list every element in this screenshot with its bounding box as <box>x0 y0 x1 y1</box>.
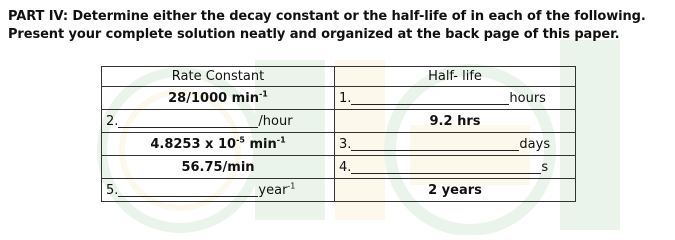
item-number: 5. <box>106 183 119 198</box>
exponent: -1 <box>258 89 268 99</box>
instructions <box>8 8 668 44</box>
half-life-value: 2 years <box>428 182 482 198</box>
rate-cell <box>102 156 335 179</box>
item-number: 2. <box>106 114 119 129</box>
half-life-cell <box>335 87 576 110</box>
item-number: 3. <box>339 137 352 152</box>
half-life-cell <box>335 179 576 202</box>
instruction-line-2: Present your complete solution neatly and organized at the back page of this paper. <box>8 27 620 42</box>
rate-value: 4.8253 x 10 <box>150 136 237 152</box>
table-row <box>102 110 576 133</box>
answer-blank[interactable] <box>351 104 509 105</box>
rate-cell <box>102 87 335 110</box>
rate-unit: min <box>244 136 277 152</box>
rate-cell <box>102 179 335 202</box>
item-number: 1. <box>339 91 352 106</box>
half-life-cell <box>335 110 576 133</box>
half-life-cell <box>335 156 576 179</box>
table-header-row <box>102 67 576 87</box>
unit-label: s <box>541 160 549 175</box>
rate-cell <box>102 110 335 133</box>
table-row <box>102 87 576 110</box>
answer-blank[interactable] <box>351 173 541 174</box>
table-row <box>102 179 576 202</box>
table-row <box>102 156 576 179</box>
answer-blank[interactable] <box>118 196 258 197</box>
exponent: -5 <box>236 135 245 145</box>
rate-cell <box>102 133 335 156</box>
exponent: -1 <box>276 135 286 145</box>
answer-blank[interactable] <box>351 150 519 151</box>
unit-label: year$^{-1}$ <box>258 181 296 198</box>
header-half-life: Half- life <box>335 67 576 87</box>
header-rate-constant: Rate Constant <box>102 67 335 87</box>
table-row <box>102 133 576 156</box>
item-number: 4. <box>339 160 352 175</box>
unit-label: hours <box>509 91 546 106</box>
answer-blank[interactable] <box>118 127 258 128</box>
unit-label: days <box>519 137 551 152</box>
rate-constant-half-life-table <box>101 66 576 202</box>
exponent: -1 <box>287 181 296 191</box>
instruction-line-1: PART IV: Determine either the decay constant or the half-life of in each of the following. <box>8 9 646 24</box>
rate-value: 56.75/min <box>181 159 255 175</box>
rate-value: 28/1000 min <box>168 90 259 106</box>
half-life-value: 9.2 hrs <box>429 113 481 129</box>
half-life-cell <box>335 133 576 156</box>
unit-label: /hour <box>258 114 293 129</box>
